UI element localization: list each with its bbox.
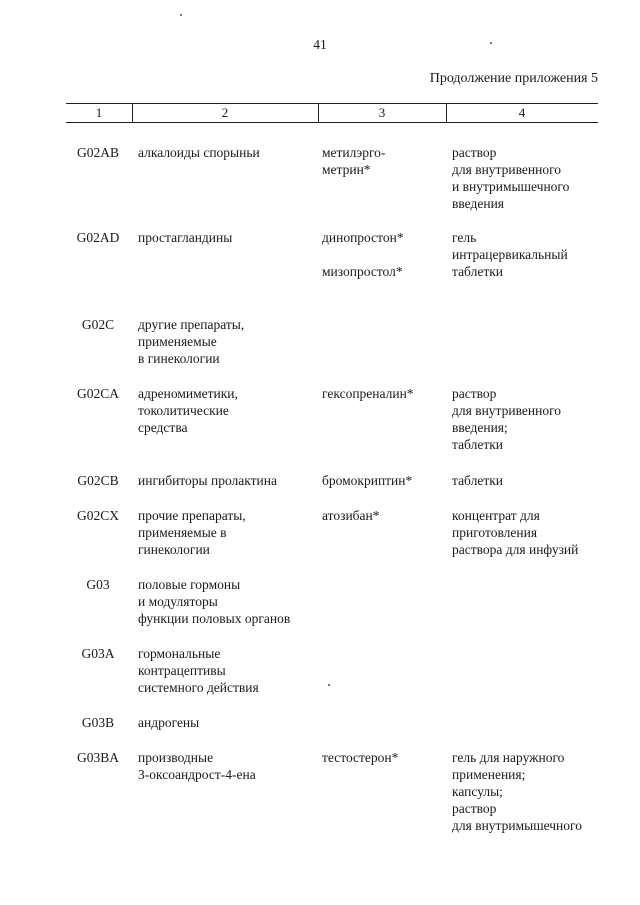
row-name: адреномиметики, xyxy=(138,386,238,401)
atc-code: G02C xyxy=(81,317,115,332)
scan-speck xyxy=(328,684,330,686)
row-drug-cell xyxy=(322,472,442,489)
atc-code: G02CB xyxy=(77,473,119,488)
scan-speck xyxy=(490,42,492,44)
row-drug: тестостерон* xyxy=(322,750,399,765)
row-form: раствор xyxy=(452,386,497,401)
table-header xyxy=(66,103,598,123)
row-code-cell xyxy=(66,749,130,766)
row-drug: мизопростол* xyxy=(322,264,403,279)
row-form: раствора для инфузий xyxy=(452,542,579,557)
row-name: системного действия xyxy=(138,680,259,695)
header-col-3: 3 xyxy=(378,105,386,120)
row-form: таблетки xyxy=(452,437,504,452)
row-code-cell xyxy=(66,472,130,489)
row-form: и внутримышечного xyxy=(452,179,570,194)
row-drug: бромокриптин* xyxy=(322,473,413,488)
row-drug: метилэрго- xyxy=(322,145,386,160)
row-form: концентрат для xyxy=(452,508,540,523)
row-name: в гинекологии xyxy=(138,351,220,366)
row-name-cell xyxy=(138,645,318,696)
row-drug-cell xyxy=(322,507,442,524)
row-form: раствор xyxy=(452,145,497,160)
row-name: гормональные xyxy=(138,646,221,661)
row-name: андрогены xyxy=(138,715,200,730)
header-col-2: 2 xyxy=(221,105,229,120)
row-drug-cell xyxy=(322,385,442,402)
row-form: интрацервикальный xyxy=(452,247,568,262)
row-name: средства xyxy=(138,420,188,435)
row-name: функции половых органов xyxy=(138,611,291,626)
atc-code: G03A xyxy=(81,646,115,661)
row-name: гинекологии xyxy=(138,542,210,557)
row-form-cell xyxy=(452,144,612,212)
row-code-cell xyxy=(66,507,130,524)
row-name: прочие препараты, xyxy=(138,508,246,523)
row-name-cell xyxy=(138,714,318,731)
row-form: введения; xyxy=(452,420,508,435)
row-code-cell xyxy=(66,229,130,246)
continuation-title: Продолжение приложения 5 xyxy=(429,71,598,86)
row-form-cell xyxy=(452,385,612,453)
row-name: другие препараты, xyxy=(138,317,245,332)
row-drug-cell xyxy=(322,229,442,280)
row-name-cell xyxy=(138,507,318,558)
line-gap xyxy=(322,246,442,263)
row-form: для внутримышечного xyxy=(452,818,582,833)
row-form: применения; xyxy=(452,767,526,782)
row-name: производные xyxy=(138,750,214,765)
row-name: простагландины xyxy=(138,230,233,245)
row-name: контрацептивы xyxy=(138,663,226,678)
row-form: раствор xyxy=(452,801,497,816)
row-form: для внутривенного xyxy=(452,403,562,418)
row-form-cell xyxy=(452,472,612,489)
row-name: ингибиторы пролактина xyxy=(138,473,277,488)
atc-code: G02CA xyxy=(76,386,119,401)
row-form-cell xyxy=(452,507,612,558)
scan-speck xyxy=(180,14,182,16)
atc-code: G02AD xyxy=(76,230,120,245)
row-name-cell xyxy=(138,229,318,246)
row-drug-cell xyxy=(322,144,442,178)
row-name: применяемые в xyxy=(138,525,227,540)
row-code-cell xyxy=(66,714,130,731)
row-name: токолитические xyxy=(138,403,229,418)
row-drug: метрин* xyxy=(322,162,371,177)
row-code-cell xyxy=(66,645,130,662)
atc-code: G03BA xyxy=(76,750,119,765)
row-drug-cell xyxy=(322,749,442,766)
row-drug: атозибан* xyxy=(322,508,380,523)
row-name: половые гормоны xyxy=(138,577,241,592)
row-name-cell xyxy=(138,472,318,489)
row-name: 3-оксоандрост-4-ена xyxy=(138,767,256,782)
row-name: алкалоиды спорыньи xyxy=(138,145,260,160)
row-form: капсулы; xyxy=(452,784,503,799)
header-col-4: 4 xyxy=(518,105,526,120)
row-form: гель для наружного xyxy=(452,750,565,765)
row-form: таблетки xyxy=(452,264,504,279)
row-form: для внутривенного xyxy=(452,162,562,177)
page-number: 41 xyxy=(313,37,327,52)
row-name: применяемые xyxy=(138,334,217,349)
row-form-cell xyxy=(452,749,612,834)
row-form: гель xyxy=(452,230,477,245)
row-code-cell xyxy=(66,385,130,402)
atc-code: G02CX xyxy=(76,508,119,523)
row-name-cell xyxy=(138,144,318,161)
row-form-cell xyxy=(452,229,612,280)
row-drug: динопростон* xyxy=(322,230,404,245)
row-name-cell xyxy=(138,749,318,783)
row-name-cell xyxy=(138,576,318,627)
row-name-cell xyxy=(138,385,318,436)
row-code-cell xyxy=(66,316,130,333)
header-col-1: 1 xyxy=(95,105,103,120)
atc-code: G02AB xyxy=(76,145,119,160)
row-drug: гексопреналин* xyxy=(322,386,414,401)
row-form: приготовления xyxy=(452,525,538,540)
row-code-cell xyxy=(66,144,130,161)
row-code-cell xyxy=(66,576,130,593)
row-name-cell xyxy=(138,316,318,367)
row-name: и модуляторы xyxy=(138,594,218,609)
atc-code: G03B xyxy=(81,715,115,730)
atc-code: G03 xyxy=(86,577,110,592)
row-form: введения xyxy=(452,196,505,211)
row-form: таблетки xyxy=(452,473,504,488)
